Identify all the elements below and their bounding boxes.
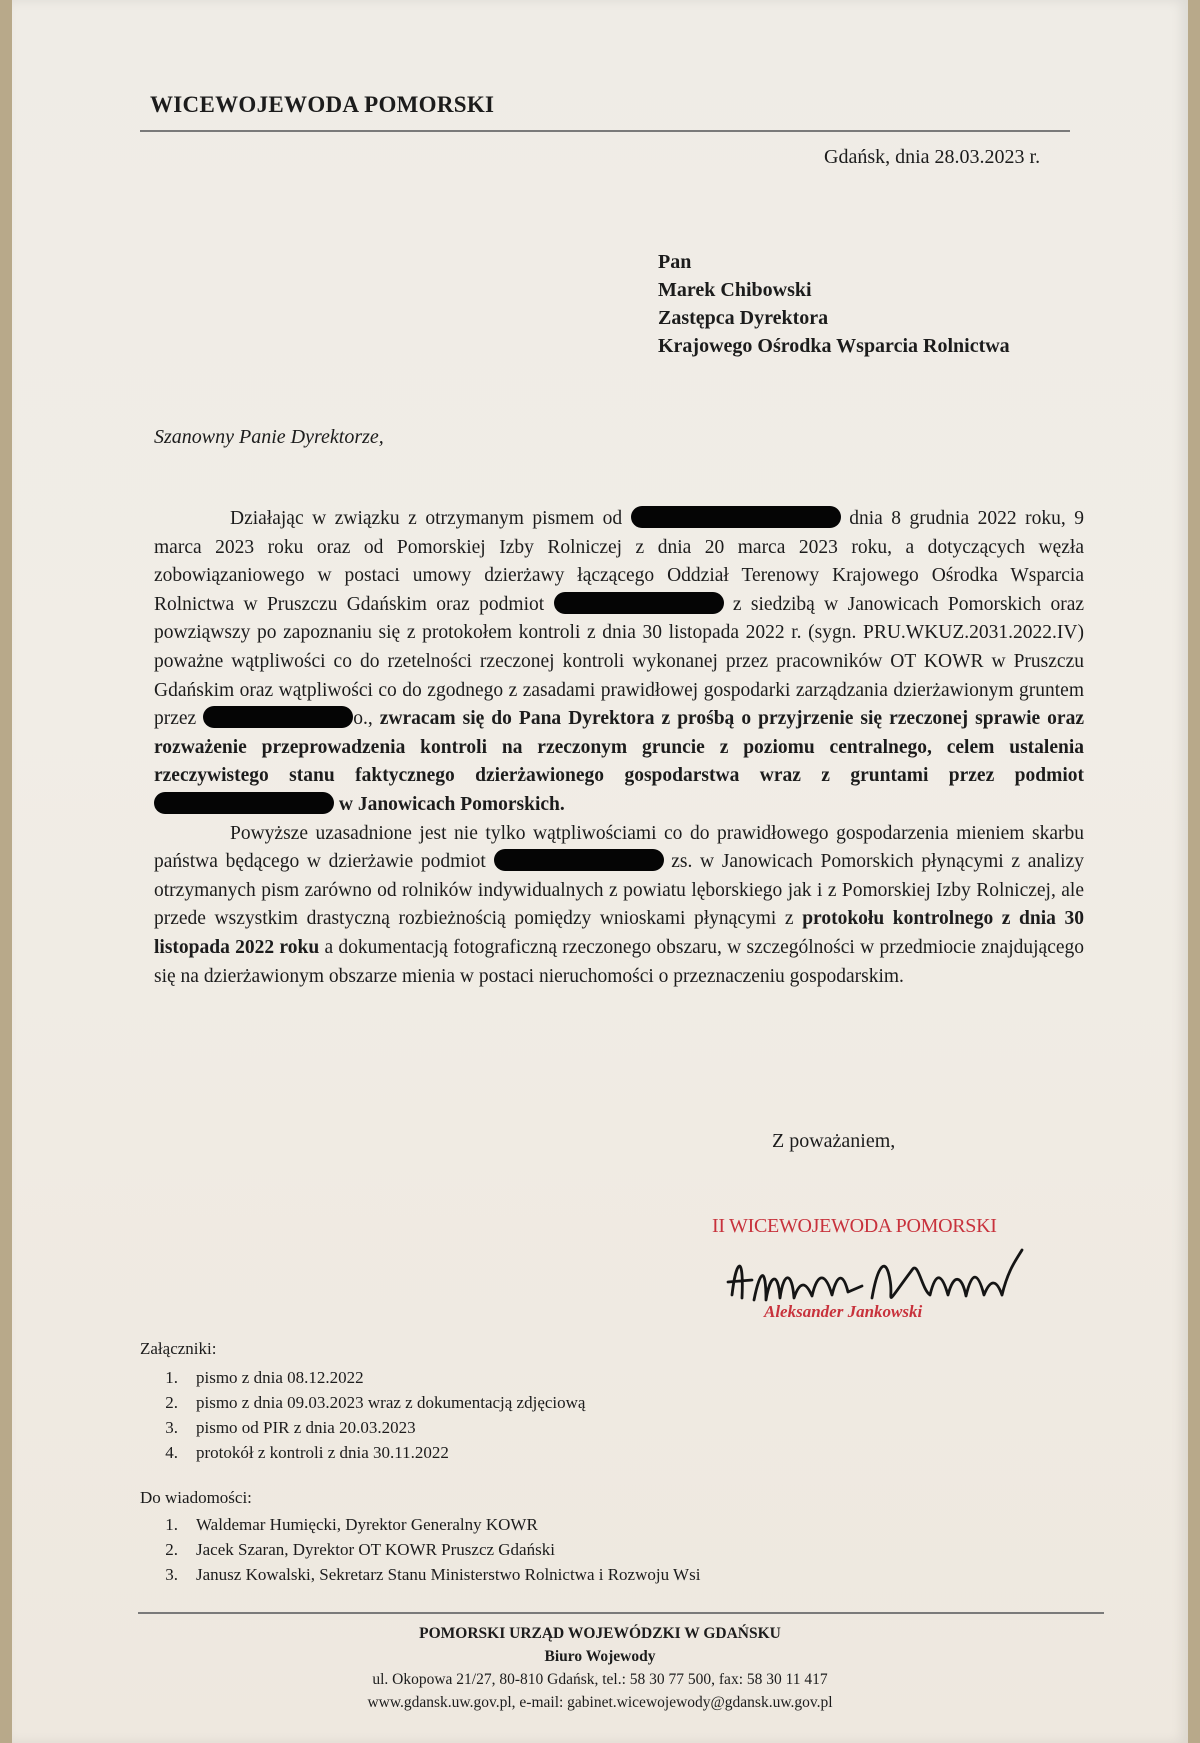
list-item-text: Jacek Szaran, Dyrektor OT KOWR Pruszcz Gdański xyxy=(196,1540,555,1559)
closing-line: Z poważaniem, xyxy=(772,1130,896,1152)
paragraph-text: dnia 8 grudnia 2022 roku, 9 marca 2023 roku oraz od Pomorskiej Izby Rolniczej z dnia 20 marca 2023 roku, a dotyczących węzła zobowiązaniowego w postaci umowy dzierżawy łączącego Oddział Terenowy Krajowego Ośrodka Wsparcia Rolnictwa w Pruszczu Gdańskim oraz podmiot xyxy=(154,508,1085,615)
redaction-mark xyxy=(631,506,841,528)
recipient-name: Marek Chibowski xyxy=(658,279,812,301)
bold-request-text: w Janowicach Pomorskich. xyxy=(338,793,565,815)
bold-request-text: zwracam się do Pana Dyrektora z prośbą o przyjrzenie się rzeczonej sprawie oraz rozważenie przeprowadzenia kontroli na rzeczonym gruncie z poziomu centralnego, celem ustalenia rzeczywistego stanu faktycznego dzierżawionego gospodarstwa wraz z gruntami przez podmiot xyxy=(154,708,1084,787)
paragraph-text: Powyższe uzasadnione jest nie tylko wątpliwościami co do prawidłowego gospodarzenia mieniem skarbu państwa będącego w dzierżawie podmiot xyxy=(154,822,1084,873)
list-item xyxy=(140,1537,700,1562)
letterhead-title: WICEWOJEWODA POMORSKI xyxy=(150,92,495,117)
list-item-text: Waldemar Humięcki, Dyrektor Generalny KOWR xyxy=(196,1515,538,1534)
list-item-text: Janusz Kowalski, Sekretarz Stanu Ministerstwo Rolnictwa i Rozwoju Wsi xyxy=(196,1565,701,1584)
list-number: 2. xyxy=(165,1393,178,1412)
list-item xyxy=(140,1390,585,1415)
list-item xyxy=(140,1365,585,1390)
letter-footer xyxy=(12,1622,1188,1714)
paragraph-text: z siedzibą w Janowicach Pomorskich oraz powziąwszy po zapoznaniu się z protokołem kontroli z dnia 30 listopada 2022 r. (sygn. PRU.WKUZ.2031.2022.IV) poważne wątpliwości co do rzetelności rzeczonej kontroli wykonanej przez pracowników OT KOWR w Pruszczu Gdańskim oraz wątpliwości co do zgodnego z zasadami prawidłowej gospodarki zarządzania dzierżawionym gruntem przez xyxy=(154,593,1085,730)
letter-body xyxy=(154,505,1084,991)
redaction-mark xyxy=(494,849,664,871)
footer-department: Biuro Wojewody xyxy=(544,1648,656,1665)
footer-contact: www.gdansk.uw.gov.pl, e-mail: gabinet.wicewojewody@gdansk.uw.gov.pl xyxy=(367,1694,833,1711)
attachments-section xyxy=(140,1339,585,1465)
cc-section xyxy=(140,1488,700,1587)
redaction-mark xyxy=(154,792,334,814)
salutation: Szanowny Panie Dyrektorze, xyxy=(154,426,384,448)
list-number: 3. xyxy=(165,1565,178,1584)
stamp-title: II WICEWOJEWODA POMORSKI xyxy=(712,1215,997,1237)
date-line: Gdańsk, dnia 28.03.2023 r. xyxy=(824,146,1041,168)
recipient-block xyxy=(658,248,1010,360)
list-item-text: pismo z dnia 09.03.2023 wraz z dokumentacją zdjęciową xyxy=(196,1393,586,1412)
bold-protocol-text: protokołu kontrolnego z dnia 30 listopada 2022 roku xyxy=(154,908,1084,958)
footer-divider xyxy=(138,1612,1104,1614)
list-item xyxy=(140,1440,585,1465)
recipient-position: Zastępca Dyrektora xyxy=(658,307,829,329)
list-number: 2. xyxy=(165,1540,178,1559)
redaction-mark xyxy=(554,592,724,614)
recipient-organization: Krajowego Ośrodka Wsparcia Rolnictwa xyxy=(658,335,1010,357)
recipient-line: Pan xyxy=(658,251,692,273)
list-item-text: pismo od PIR z dnia 20.03.2023 xyxy=(196,1418,416,1437)
letter-page xyxy=(12,0,1188,1743)
body-paragraph xyxy=(154,505,1084,820)
list-item-text: pismo z dnia 08.12.2022 xyxy=(196,1368,364,1387)
paragraph-text: a dokumentacją fotograficzną rzeczonego obszaru, w szczególności w przedmiocie znajdującego się na dzierżawionym obszarze mienia w postaci nieruchomości o przeznaczeniu gospodarskim. xyxy=(154,936,1085,987)
list-item xyxy=(140,1562,700,1587)
list-number: 1. xyxy=(165,1515,178,1534)
attachments-list xyxy=(140,1365,585,1465)
list-item xyxy=(140,1415,585,1440)
header-divider xyxy=(140,130,1070,132)
list-item-text: protokół z kontroli z dnia 30.11.2022 xyxy=(196,1443,449,1462)
footer-organization: POMORSKI URZĄD WOJEWÓDZKI W GDAŃSKU xyxy=(419,1625,781,1642)
paragraph-text: zs. w Janowicach Pomorskich płynącymi z analizy otrzymanych pism zarówno od rolników indywidualnych z powiatu lęborskiego jak i z Pomorskiej Izby Rolniczej, ale przede wszystkim drastyczną rozbieżnością pomiędzy wnioskami płynącymi z xyxy=(154,851,1085,930)
list-item xyxy=(140,1512,700,1537)
list-number: 3. xyxy=(165,1418,178,1437)
list-number: 4. xyxy=(165,1443,178,1462)
paragraph-text: Działając w związku z otrzymanym pismem od xyxy=(230,508,623,529)
cc-label: Do wiadomości: xyxy=(140,1488,252,1507)
paragraph-text: o., xyxy=(353,708,373,730)
footer-address: ul. Okopowa 21/27, 80-810 Gdańsk, tel.: 58 30 77 500, fax: 58 30 11 417 xyxy=(372,1671,828,1688)
cc-list xyxy=(140,1512,700,1587)
body-paragraph xyxy=(154,820,1084,992)
redaction-mark xyxy=(203,706,353,728)
stamp-name: Aleksander Jankowski xyxy=(764,1302,923,1321)
list-number: 1. xyxy=(165,1368,178,1387)
attachments-label: Załączniki: xyxy=(140,1339,217,1358)
